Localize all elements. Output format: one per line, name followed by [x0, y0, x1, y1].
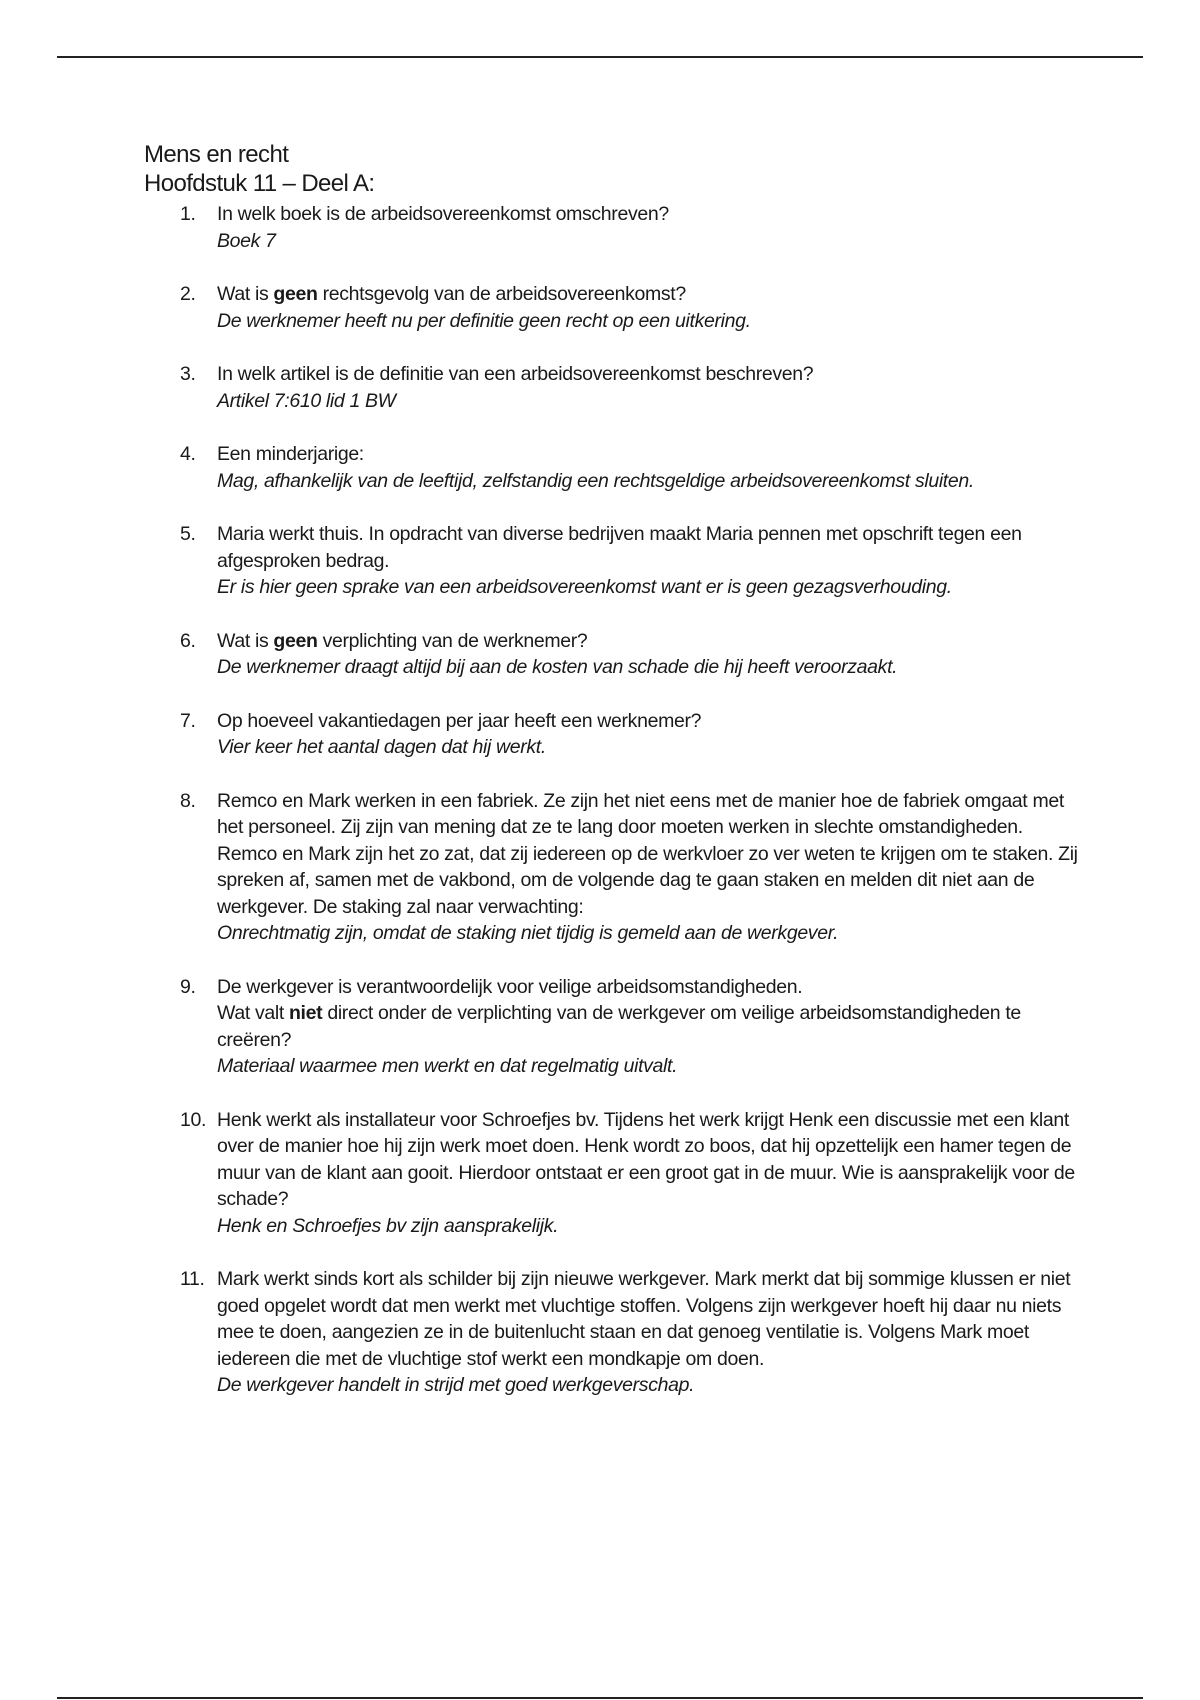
question-text-part: Mark werkt sinds kort als schilder bij zijn nieuwe werkgever. Mark merkt dat bij sommige klussen er niet goed opgelet wordt dat men werkt met vluchtige stoffen. Volgens zijn werkgever hoeft hij daar nu niets mee te doen, aangezien ze in de buitenlucht staan en dat genoeg ventilatie is. Volgens Mark moet iedereen die met de vluchtige stof werkt een mondkapje om doen.	[217, 1268, 1071, 1370]
question-item	[144, 361, 1084, 414]
question-text-part: Henk werkt als installateur voor Schroefjes bv. Tijdens het werk krijgt Henk een discussie met een klant over de manier hoe hij zijn werk moet doen. Henk wordt zo boos, dat hij opzettelijk een hamer tegen de muur van de klant aan gooit. Hierdoor ontstaat er een groot gat in de muur. Wie is aansprakelijk voor de schade?	[217, 1108, 1075, 1210]
question-number: 10.	[180, 1108, 207, 1131]
question-emphasis: geen	[273, 629, 318, 652]
answer-text: Vier keer het aantal dagen dat hij werkt.	[217, 736, 546, 758]
header-rule	[57, 56, 1143, 58]
question-text-part: De werkgever is verantwoordelijk voor veilige arbeidsomstandigheden.	[217, 975, 803, 998]
course-title: Mens en recht	[144, 141, 289, 168]
question-text-part: Op hoeveel vakantiedagen per jaar heeft een werknemer?	[217, 709, 702, 732]
question-number: 6.	[180, 629, 196, 652]
question-text-part: direct onder de verplichting van de werkgever om veilige arbeidsomstandigheden te creëren?	[217, 1002, 1021, 1051]
question-number: 7.	[180, 709, 196, 732]
document-body	[144, 140, 1084, 1426]
question-text-part: Wat valt	[217, 1002, 289, 1024]
answer-text: De werknemer heeft nu per definitie geen recht op een uitkering.	[217, 309, 751, 332]
footer-rule	[57, 1697, 1143, 1699]
question-text-part: verplichting van de werknemer?	[317, 629, 588, 652]
question-number: 2.	[180, 283, 196, 305]
question-number: 8.	[180, 789, 196, 812]
question-text	[217, 708, 1084, 735]
question-text-part: Maria werkt thuis. In opdracht van diverse bedrijven maakt Maria pennen met opschrift tegen een afgesproken bedrag.	[217, 523, 1022, 572]
question-item	[144, 521, 1084, 601]
question-text	[217, 788, 1084, 921]
answer-text: Materiaal waarmee men werkt en dat regelmatig uitvalt.	[217, 1055, 678, 1077]
answer-text: Artikel 7:610 lid 1 BW	[217, 389, 396, 412]
question-text-part: rechtsgevolg van de arbeidsovereenkomst?	[317, 283, 686, 305]
question-text	[217, 441, 1084, 468]
question-text	[217, 281, 1084, 308]
question-item	[144, 281, 1084, 334]
question-item	[144, 441, 1084, 494]
question-number: 9.	[180, 975, 196, 998]
question-text-part: In welk artikel is de definitie van een arbeidsovereenkomst beschreven?	[217, 363, 814, 385]
question-text	[217, 521, 1084, 574]
question-emphasis: geen	[273, 283, 318, 305]
question-emphasis: niet	[288, 1002, 323, 1024]
answer-text: Henk en Schroefjes bv zijn aansprakelijk.	[217, 1214, 559, 1237]
answer-text: De werkgever handelt in strijd met goed werkgeverschap.	[217, 1374, 695, 1396]
question-text	[217, 1107, 1084, 1213]
question-number: 4.	[180, 443, 196, 465]
question-item	[144, 628, 1084, 681]
question-text	[217, 361, 1084, 388]
question-number: 1.	[180, 203, 196, 225]
question-item	[144, 708, 1084, 761]
answer-text: Onrechtmatig zijn, omdat de staking niet tijdig is gemeld aan de werkgever.	[217, 922, 839, 944]
question-item	[144, 1266, 1084, 1399]
question-text-part: In welk boek is de arbeidsovereenkomst omschreven?	[217, 203, 669, 225]
question-list	[144, 201, 1084, 1399]
question-item	[144, 788, 1084, 947]
question-text	[217, 974, 1084, 1054]
question-text	[217, 201, 1084, 228]
question-text-part: Wat is	[217, 283, 274, 305]
question-text	[217, 628, 1084, 655]
answer-text: Mag, afhankelijk van de leeftijd, zelfstandig een rechtsgeldige arbeidsovereenkomst sluiten.	[217, 469, 974, 492]
answer-text: De werknemer draagt altijd bij aan de kosten van schade die hij heeft veroorzaakt.	[217, 656, 898, 678]
question-text-part: Wat is	[217, 629, 274, 652]
question-number: 11.	[180, 1268, 205, 1290]
question-number: 5.	[180, 523, 196, 545]
question-text	[217, 1266, 1084, 1372]
question-item	[144, 974, 1084, 1080]
question-item	[144, 1107, 1084, 1240]
chapter-title: Hoofdstuk 11 – Deel A:	[144, 170, 375, 197]
answer-text: Boek 7	[217, 229, 276, 252]
question-number: 3.	[180, 363, 196, 385]
answer-text: Er is hier geen sprake van een arbeidsovereenkomst want er is geen gezagsverhouding.	[217, 576, 952, 598]
question-text-part: Een minderjarige:	[217, 443, 364, 465]
question-text-part: Remco en Mark werken in een fabriek. Ze zijn het niet eens met de manier hoe de fabriek omgaat met het personeel. Zij zijn van mening dat ze te lang door moeten werken in slechte omstandigheden. Remco en Mark zijn het zo zat, dat zij iedereen op de werkvloer zo ver weten te krijgen om te staken. Zij spreken af, samen met de vakbond, om de volgende dag te gaan staken en melden dit niet aan de werkgever. De staking zal naar verwachting:	[217, 789, 1078, 918]
question-item	[144, 201, 1084, 254]
